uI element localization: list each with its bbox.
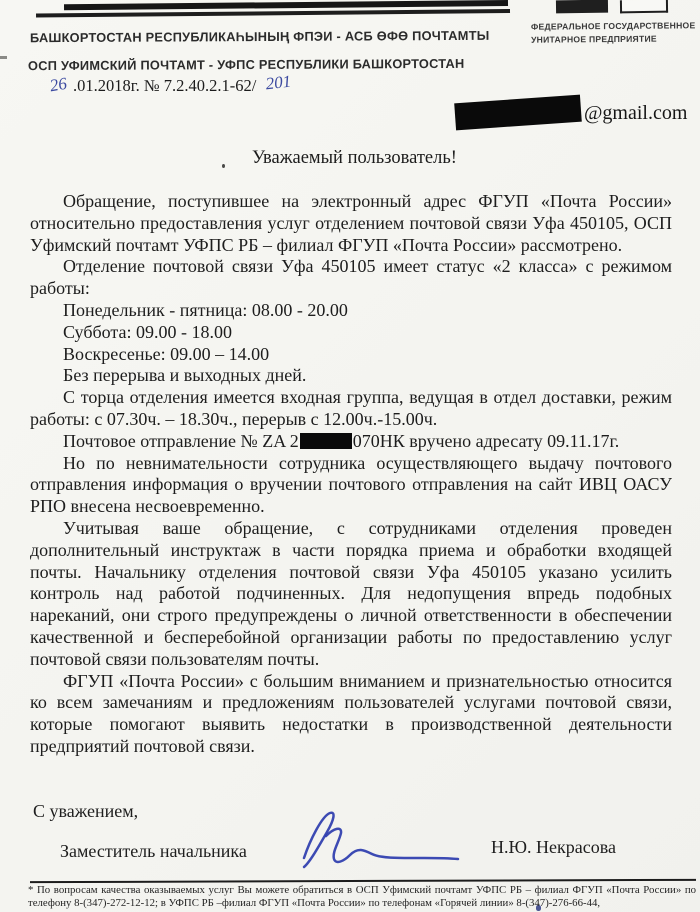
reference-number-static: .01.2018г. № 7.2.40.2.1-62/ xyxy=(73,76,257,95)
paragraph-entrance-group: С торца отделения имеется входная группа, ведущая в отдел доставки, режим работы: с 07.30ч. – 18.30ч., перерыв с 12.00ч.-15.00ч. xyxy=(30,387,672,429)
handwritten-outgoing-number: 201 xyxy=(265,71,293,94)
redaction-box-email xyxy=(454,95,582,131)
salutation: Уважаемый пользователь! xyxy=(252,148,457,168)
closing-regards: С уважением, xyxy=(33,801,139,821)
schedule-no-breaks: Без перерыва и выходных дней. xyxy=(63,365,307,386)
enterprise-type-block xyxy=(531,19,696,46)
paragraph-measures-taken: Учитывая ваше обращение, с сотрудниками отделения проведен дополнительный инструктаж в части порядка приема и обработки входящей почты. Начальнику отделения почтовой связи Уфа 450105 указано усилить контроль над работой подчиненных. Для недопущения впредь подобных нареканий, они строго предупреждены о личной ответственности в обеспечении качественной и бесперебойной организации работы по предоставлению услуг почтовой связи пользователям почты. xyxy=(30,517,672,669)
recipient-email-domain: @gmail.com xyxy=(584,102,688,124)
reference-line xyxy=(48,71,293,96)
footer-divider xyxy=(30,879,696,883)
paragraph-tracking xyxy=(30,431,672,453)
paragraph-gratitude: ФГУП «Почта России» с большим вниманием и признательностью относится ко всем замечаниям и предложениям пользователей услугами почтовой связи, которые помогают выявить недостатки в производственной деятельности предприятий почтовой связи. xyxy=(30,670,672,756)
redaction-box-tracking-number xyxy=(300,433,352,449)
handwritten-day: 26 xyxy=(48,73,69,96)
paragraph-office-status: Отделение почтовой связи Уфа 450105 имеет статус «2 класса» с режимом работы: xyxy=(30,256,672,299)
org-name-russian: ОСП УФИМСКИЙ ПОЧТАМТ - УФПС РЕСПУБЛИКИ БАШКОРТОСТАН xyxy=(27,55,465,74)
signature-handwriting xyxy=(286,810,468,872)
signer-name: Н.Ю. Некрасова xyxy=(491,837,616,857)
signer-position: Заместитель начальника xyxy=(60,841,247,861)
letterhead-top-rule-thin xyxy=(36,9,510,17)
tracking-text-before: Почтовое отправление № ZA 2 xyxy=(63,430,299,451)
letter-body xyxy=(30,191,672,758)
footer-contact-note: * По вопросам качества оказываемых услуг Вы можете обратиться в ОСП Уфимский почтамт УФПС РБ – филиал ФГУП «Почта России» по телефону 8-(347)-272-12-12; в УФПС РБ –филиал ФГУП «Почта России» по телефонам «Горячей линии» 8-(347)-276-66-44, xyxy=(28,884,696,909)
tracking-text-after: 070НК вручено адресату 09.11.17г. xyxy=(352,430,620,451)
enterprise-type-line2: УНИТАРНОЕ ПРЕДПРИЯТИЕ xyxy=(531,33,657,45)
logo-fragment-outline-box xyxy=(620,0,668,13)
paragraph-late-entry: Но по невнимательности сотрудника осуществляющего выдачу почтового отправления информация о вручении почтового отправления на сайт ИВЦ ОАСУ РПО внесена несвоевременно. xyxy=(30,452,672,517)
logo-fragment-filled-box xyxy=(556,0,608,13)
paragraph-appeal-received: Обращение, поступившее на электронный адрес ФГУП «Почта России» относительно предоставления услуг отделением почтовой связи Уфа 450105, ОСП Уфимский почтамт УФПС РБ – филиал ФГУП «Почта России» рассмотрено. xyxy=(30,191,672,255)
scan-speck-left-edge xyxy=(0,56,7,59)
schedule-saturday: Суббота: 09.00 - 18.00 xyxy=(63,321,232,342)
scan-speck-near-title xyxy=(222,164,225,168)
enterprise-type-line1: ФЕДЕРАЛЬНОЕ ГОСУДАРСТВЕННОЕ xyxy=(530,20,696,32)
schedule-sunday: Воскресенье: 09.00 – 14.00 xyxy=(63,343,270,364)
org-name-bashkir: БАШКОРТОСТАН РЕСПУБЛИКАҺЫНЫҢ ФПЭИ - АСБ ӨФӨ ПОЧТАМТЫ xyxy=(29,27,490,46)
schedule-weekdays: Понедельник - пятница: 08.00 - 20.00 xyxy=(63,299,348,320)
